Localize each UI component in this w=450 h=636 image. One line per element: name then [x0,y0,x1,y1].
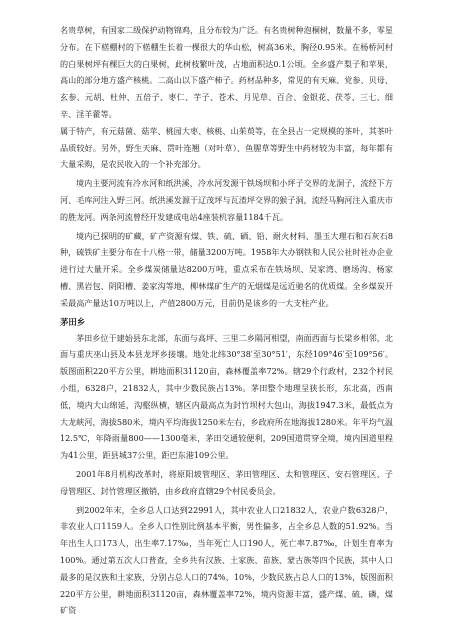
paragraph-population: 到2002年末，全乡总人口达到22991人，其中农业人口21832人，农业户数6328户，非农业人口1159人。全乡人口性别比例基本平衡，男性偏多，占全乡总人数的51.92%。当年出生人口173人，出生率7.17‰，当年死亡人口190人，死亡率7.87‰，计划生育率为100%。通过第五次人口普查，全乡共有汉族、土家族、苗族、蒙古族等四个民族，其中人口最多的是汉族和土家族，分别占总人口的74%、10%，少数民族占总人口的13%，版图面积220平方公里，耕地面积31120亩，森林覆盖率72%，境内资源丰富，盛产煤、硫、磷，煤矿资 [60,504,393,616]
paragraph-reform: 2001年8月机构改革时，将原阳坡管理区、茅田管理区、太和管理区、安石管理区、子母管理区、封竹管理区撤销，由乡政府直辖29个村民委员会。 [60,468,393,496]
paragraph-specialties: 属于特产，有元菇菌、菇苹、桃园大枣、核桃、山茱萸等，在全县占一定规模的茶叶，其茶叶品质较好。另外，野生天麻、贯叶连翘（对叶草）、鱼腥草等野生中药材较为丰富，每年都有大量采购，是农民收入的一个补充部分。 [60,125,393,170]
paragraph-minerals: 境内已探明的矿藏，矿产资源有煤、铁、硫、硒、铅、耐火材料、墨玉大理石和石灰石8种，硫铁矿主要分布在十八格一带，储量3200万吨。1958年大办钢铁和人民公社时社办企业进行过大量开采。全乡煤炭储量达8200万吨，重点采布在铁场坝、吴家湾、磨场沟、杨家槽、黑岩包、阴阳槽、姜家沟等地，柳林煤矿生产的无烟煤是远近驰名的优质煤。全乡煤炭开采最高产量达10万吨以上，产值2800万元，目前仍是该乡的一大支柱产业。 [60,230,393,308]
section-heading: 茅田乡 [60,316,86,327]
paragraph-flora: 名贵草树，有国家二级保护动物锦鸡，且分布较为广泛。有名贵树种泡桐树，数量不多，零星分布。在下楛棚村的下楛棚生长着一棵很大的华山松，树高36米，胸径0.95米。在杨桥河村的白果树坪有棵巨大的白果树，此树枝繁叶茂，占地面积达0.1公顷。全乡盛产梨子和苹果，高山的部分地方盛产核桃。二高山以下盛产柿子。药材品种多，常见的有天麻、党参、贝母、玄参、元胡、杜仲、五倍子、枣仁、芋子、苍术、月见草、百合、金银花、茯苓、三七、细辛、淫羊藿等。 [60,25,393,119]
paragraph-geography: 茅田乡位于建始县东北部，东面与高坪、三里二乡隔河相望，南面西面与长梁乡相邻，北面与重庆巫山县及本县龙坪乡接壤。地处北纬30°38′至30°51′，东经109°46′至109°56′。版图面积220平方公里，耕地面积31120亩，森林覆盖率72%。辖29个行政村，232个村民小组，6328户，21832人，其中少数民族占13%。茅田整个地理呈狭长形，东北高，西南低，境内大山绵延，沟壑纵横，辖区内最高点为封竹坝村大包山，海拔1947.3米，最低点为大龙峡河，海拔580米，境内平均海拔1250米左右，乡政府所在地海拔1280米。年平均气温12.5℃，年降雨量800——1300毫米，茅田交通较便利，209国道贯穿全境，境内国道里程为41公里，距县城37公里，距巴东港109公里。 [60,332,393,461]
paragraph-rivers: 境内主要河流有冷水河和纸洪溪，冷水河发源于铁场坝和小坪子交界的龙洞子，流经下方河、毛库河注入野三河。纸洪溪发源于辽茂坪与瓦渣坪交界的猴子洞，流经马胸河注入重庆市的胜龙河。两条河流曾经开发建成电站4座装机容量1184千瓦。 [60,178,393,222]
document-page [60,22,393,619]
